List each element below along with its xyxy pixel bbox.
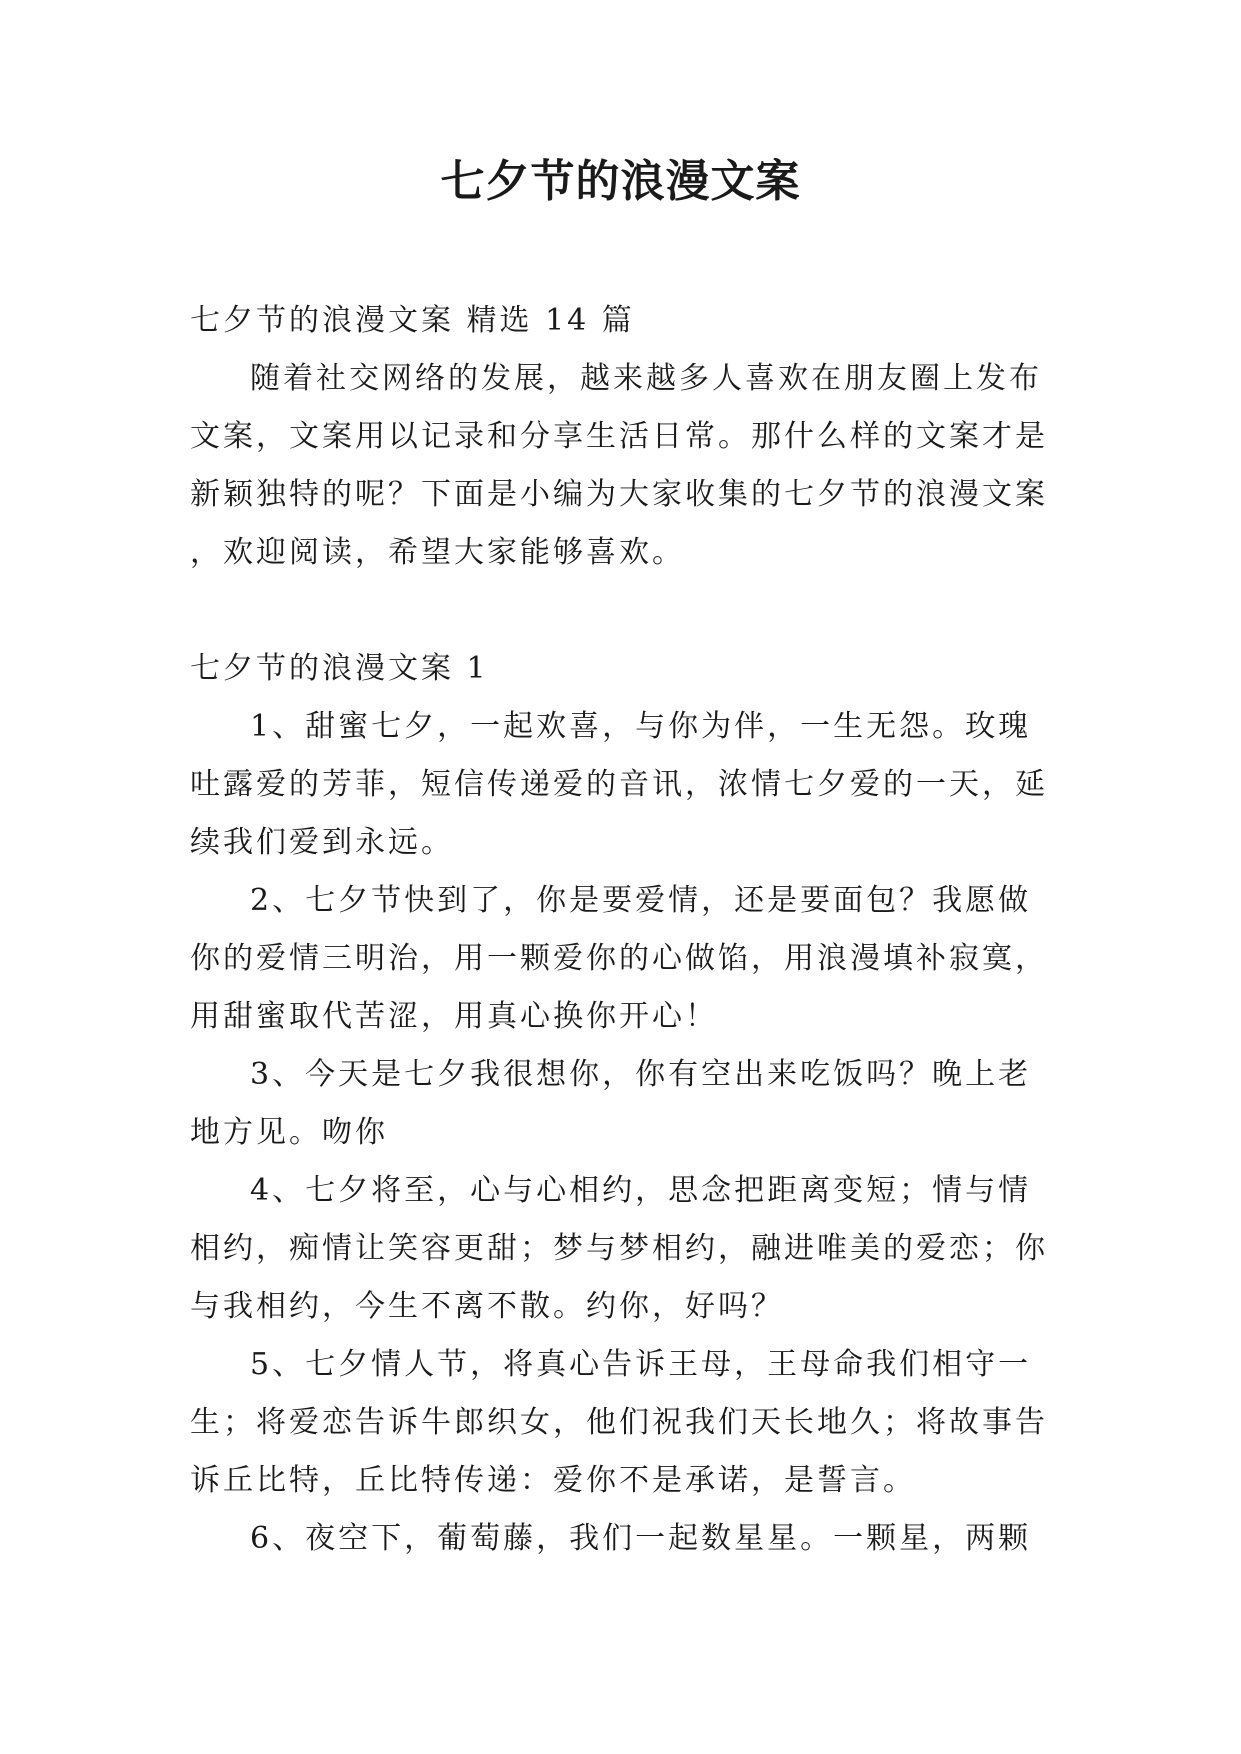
list-item: 3、今天是七夕我很想你，你有空出来吃饭吗？晚上老地方见。吻你 <box>190 1057 1032 1150</box>
document-body <box>190 292 1052 1568</box>
document-subtitle: 七夕节的浪漫文案 精选 14 篇 <box>190 303 635 338</box>
list-item: 6、夜空下，葡萄藤，我们一起数星星。一颗星，两颗 <box>250 1521 1032 1556</box>
section-heading: 七夕节的浪漫文案 1 <box>190 651 489 686</box>
list-item: 2、七夕节快到了，你是要爱情，还是要面包？我愿做你的爱情三明治，用一颗爱你的心做馅，用浪漫填补寂寞，用甜蜜取代苦涩，用真心换你开心！ <box>190 883 1048 1034</box>
page-title: 七夕节的浪漫文案 <box>440 156 801 207</box>
list-item: 5、七夕情人节，将真心告诉王母，王母命我们相守一生；将爱恋告诉牛郎织女，他们祝我们天长地久；将故事告诉丘比特，丘比特传递：爱你不是承诺，是誓言。 <box>190 1347 1048 1498</box>
intro-paragraph: 随着社交网络的发展，越来越多人喜欢在朋友圈上发布文案，文案用以记录和分享生活日常。那什么样的文案才是新颖独特的呢？下面是小编为大家收集的七夕节的浪漫文案 ，欢迎阅读，希望大家能够喜欢。 <box>190 361 1048 570</box>
list-item: 1、甜蜜七夕，一起欢喜，与你为伴，一生无怨。玫瑰吐露爱的芳菲，短信传递爱的音讯，浓情七夕爱的一天，延续我们爱到永远。 <box>190 709 1048 860</box>
list-item: 4、七夕将至，心与心相约，思念把距离变短；情与情相约，痴情让笑容更甜；梦与梦相约，融进唯美的爱恋；你与我相约，今生不离不散。约你，好吗？ <box>190 1173 1048 1324</box>
